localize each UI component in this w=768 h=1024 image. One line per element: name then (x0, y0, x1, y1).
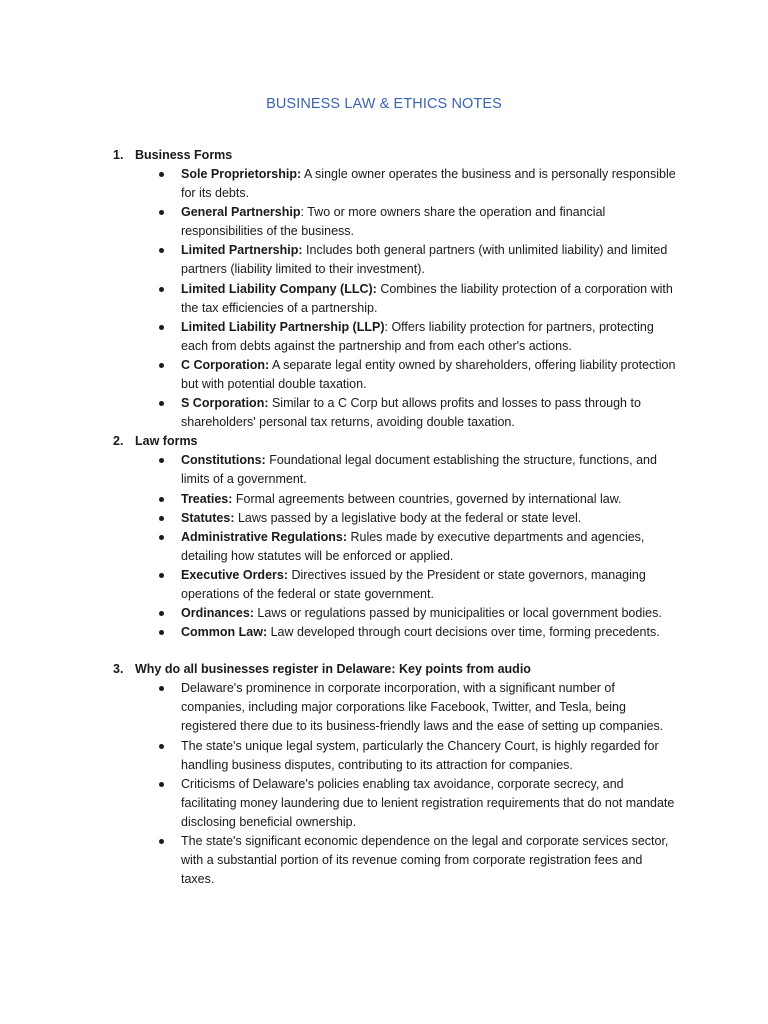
section-heading: Business Forms (135, 148, 233, 162)
section-spacer (0, 642, 768, 660)
list-item (0, 451, 768, 489)
item-text: Includes both general partners (with unlimited liability) and limited partners (liability limited to their investment). (181, 243, 668, 277)
bullet-icon (159, 744, 164, 749)
list-item (0, 318, 768, 356)
sections-container (0, 146, 768, 889)
item-term: Statutes: (181, 510, 235, 525)
list-item (0, 566, 768, 604)
list-item (0, 165, 768, 203)
list-item (0, 509, 768, 528)
bullet-icon (159, 210, 164, 215)
item-term: Common Law: (181, 625, 268, 640)
item-text: Foundational legal document establishing the structure, functions, and limits of a government. (181, 453, 657, 487)
section-law-forms (0, 432, 768, 642)
item-text: The state's unique legal system, particularly the Chancery Court, is highly regarded for handling business disputes, contributing to its attraction for companies. (181, 738, 659, 772)
bullet-icon (159, 839, 164, 844)
bullet-icon (159, 497, 164, 502)
bullet-icon (159, 630, 164, 635)
item-text: : Two or more owners share the operation and financial responsibilities of the business. (181, 205, 606, 239)
bullet-icon (159, 248, 164, 253)
bullet-list (0, 432, 768, 642)
item-term: C Corporation: (181, 357, 270, 372)
item-term: Limited Partnership: (181, 243, 303, 258)
item-term: S Corporation: (181, 396, 269, 411)
item-term: Administrative Regulations: (181, 529, 347, 544)
item-term: General Partnership (181, 205, 301, 220)
list-item (0, 775, 768, 832)
bullet-icon (159, 573, 164, 578)
item-text: Laws or regulations passed by municipalities or local government bodies. (253, 606, 662, 621)
section-delaware (0, 660, 768, 889)
bullet-icon (159, 516, 164, 521)
bullet-icon (159, 325, 164, 330)
bullet-list (0, 146, 768, 432)
item-term: Executive Orders: (181, 567, 288, 582)
item-term: Limited Liability Company (LLC): (181, 281, 377, 296)
item-text: The state's significant economic dependence on the legal and corporate services sector, with a substantial portion of its revenue coming from corporate registration fees and taxes. (181, 834, 669, 887)
item-text: Formal agreements between countries, governed by international law. (232, 491, 622, 506)
section-number: 1. (113, 148, 124, 162)
bullet-list (0, 660, 768, 889)
list-item (0, 490, 768, 509)
bullet-icon (159, 535, 164, 540)
section-heading: Law forms (135, 434, 198, 449)
item-text: Rules made by executive departments and agencies, detailing how statutes will be enforced or applied. (181, 529, 645, 563)
list-item (0, 528, 768, 566)
section-number: 3. (113, 662, 124, 677)
section-heading: Why do all businesses register in Delaware: Key points from audio (135, 662, 531, 677)
bullet-icon (159, 611, 164, 616)
item-text: Delaware's prominence in corporate incorporation, with a significant number of companies, including major corporations like Facebook, Twitter, and Tesla, being registered there due to its business-friendly laws and the ease of setting up companies. (181, 681, 664, 734)
list-item (0, 394, 768, 432)
bullet-icon (159, 172, 164, 177)
item-text: Law developed through court decisions over time, forming precedents. (267, 625, 660, 640)
item-term: Sole Proprietorship: (181, 167, 302, 181)
document-title: BUSINESS LAW & ETHICS NOTES (266, 96, 502, 112)
item-text: A single owner operates the business and is personally responsible for its debts. (181, 167, 676, 201)
item-text: A separate legal entity owned by shareholders, offering liability protection but with potential double taxation. (181, 357, 676, 392)
list-item (0, 280, 768, 318)
item-text: Similar to a C Corp but allows profits and losses to pass through to shareholders' personal tax returns, avoiding double taxation. (181, 396, 641, 430)
item-term: Constitutions: (181, 453, 266, 468)
list-item (0, 241, 768, 279)
list-item (0, 832, 768, 889)
item-text: Combines the liability protection of a corporation with the tax efficiencies of a partnership. (181, 281, 673, 315)
list-item (0, 356, 768, 394)
bullet-icon (159, 458, 164, 463)
list-item (0, 679, 768, 736)
item-term: Limited Liability Partnership (LLP) (181, 319, 385, 334)
list-item (0, 623, 768, 642)
list-item (0, 203, 768, 241)
item-text: Directives issued by the President or state governors, managing operations of the federal or state government. (181, 567, 646, 601)
bullet-icon (159, 782, 164, 787)
bullet-icon (159, 363, 164, 368)
item-text: : Offers liability protection for partners, protecting each from debts against the partnership and from each other's actions. (181, 319, 654, 353)
section-business-forms (0, 146, 768, 432)
bullet-icon (159, 401, 164, 406)
item-term: Ordinances: (181, 606, 254, 621)
list-item (0, 737, 768, 775)
bullet-icon (159, 686, 164, 691)
item-term: Treaties: (181, 491, 233, 506)
item-text: Laws passed by a legislative body at the federal or state level. (234, 510, 582, 525)
item-text: Criticisms of Delaware's policies enabling tax avoidance, corporate secrecy, and facilitating money laundering due to lenient registration requirements that do not mandate disclosing beneficial ownership. (181, 776, 675, 829)
section-number: 2. (113, 434, 124, 449)
bullet-icon (159, 287, 164, 292)
list-item (0, 604, 768, 623)
